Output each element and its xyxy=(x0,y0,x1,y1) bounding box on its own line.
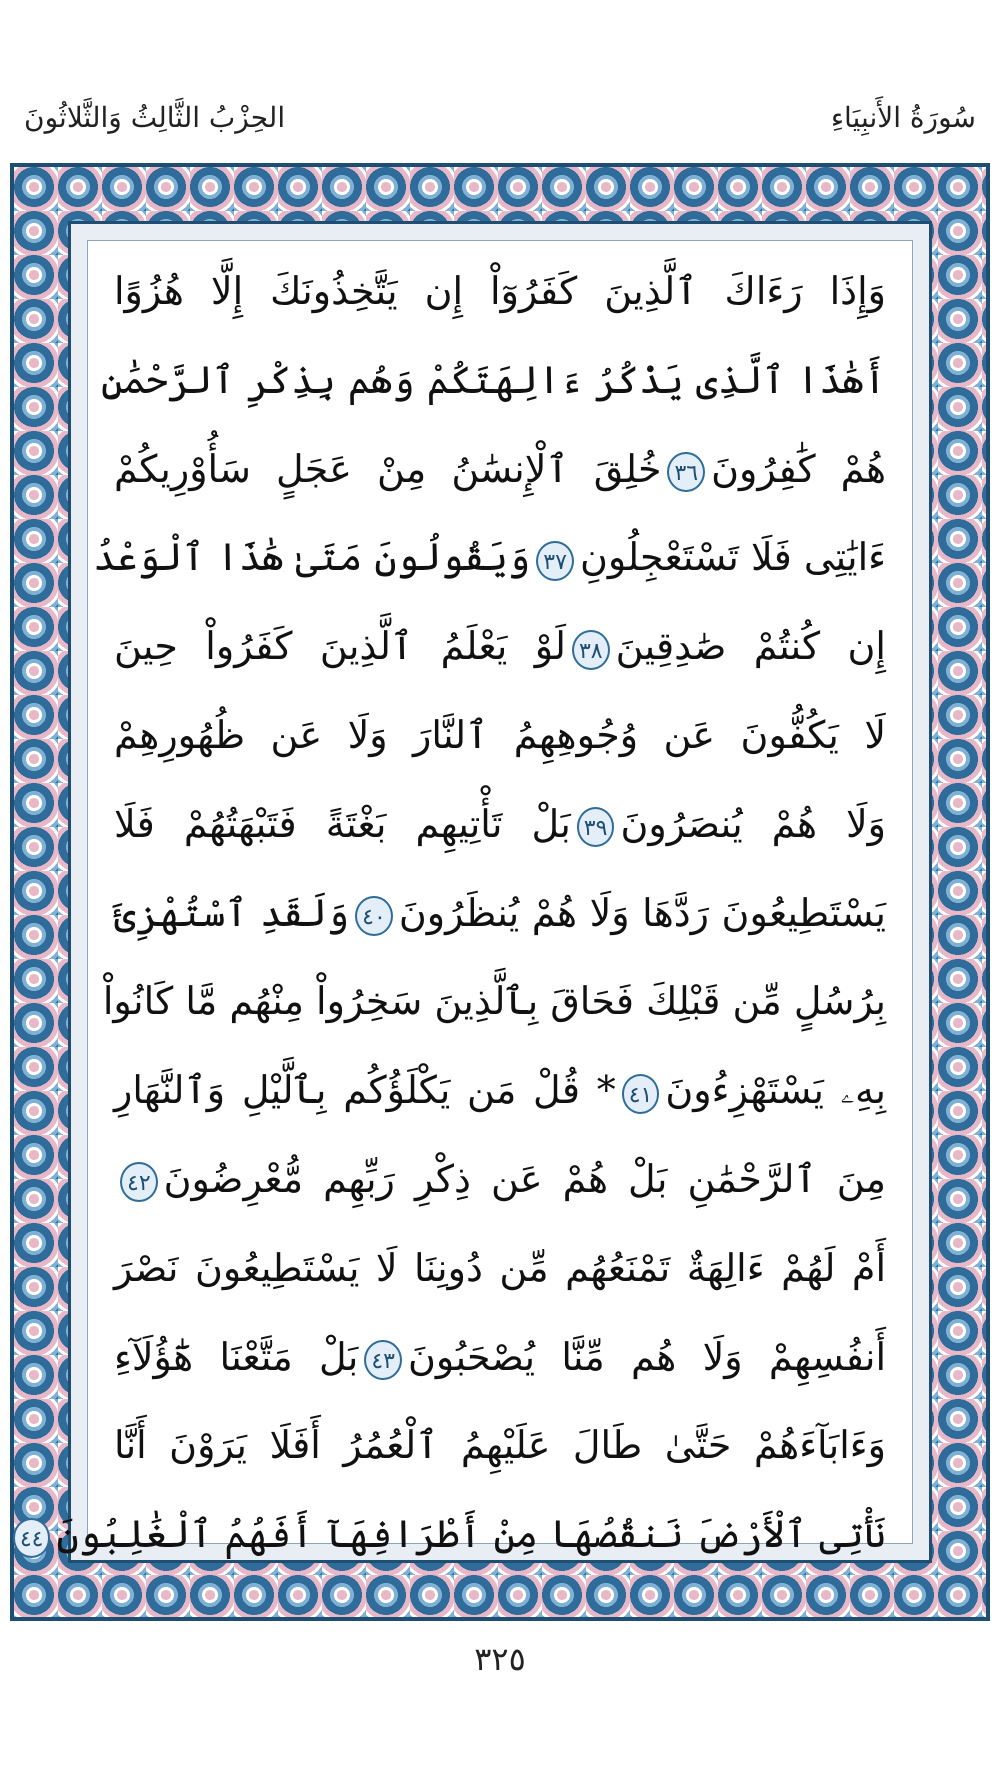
verse-line xyxy=(101,336,886,425)
verse-line xyxy=(114,780,886,869)
quran-text-panel xyxy=(19,240,913,1557)
verse-line xyxy=(114,691,886,780)
verse-line xyxy=(114,869,886,958)
verse-text: يَسْتَطِيعُونَ رَدَّهَا وَلَا هُمْ يُنظَرُونَ xyxy=(398,890,886,935)
ayah-number-marker: ٤٠ xyxy=(355,896,393,936)
verse-line xyxy=(102,957,886,1046)
verse-text: * قُلْ مَن يَكْلَؤُكُم بِٱلَّيْلِ وَٱلنَّهَارِ xyxy=(114,1068,616,1113)
verse-text: أَنفُسِهِمْ وَلَا هُم مِّنَّا يُصْحَبُونَ xyxy=(407,1334,886,1379)
verse-text: ءَايَٰتِى فَلَا تَسْتَعْجِلُونِ xyxy=(579,535,886,580)
verse-line xyxy=(19,1490,886,1579)
verse-text: وَيَقُولُونَ مَتَىٰ هَٰذَا ٱلْوَعْدُ xyxy=(93,535,531,580)
ayah-number-marker: ٤٣ xyxy=(364,1340,402,1380)
inner-border xyxy=(19,221,932,1563)
verse-text: بِهِۦ يَسْتَهْزِءُونَ xyxy=(665,1068,886,1113)
verse-line xyxy=(114,1401,886,1490)
verse-text: بَلْ مَتَّعْنَا هَٰٓؤُلَآءِ xyxy=(114,1334,359,1379)
ayah-number-marker: ٤٤ xyxy=(13,1518,51,1558)
ayah-number-marker: ٣٩ xyxy=(577,807,615,847)
verse-text: وَلَا هُمْ يُنصَرُونَ xyxy=(620,801,886,846)
ayah-number-marker: ٣٨ xyxy=(572,630,610,670)
ayah-number-marker: ٣٦ xyxy=(667,452,705,492)
verse-text: وَلَقَدِ ٱسْتُهْزِئَ xyxy=(114,890,350,935)
verse-line xyxy=(114,602,886,691)
verse-text: بِرُسُلٍ مِّن قَبْلِكَ فَحَاقَ بِٱلَّذِينَ سَخِرُواْ مِنْهُم مَّا كَانُواْ xyxy=(102,979,886,1024)
verse-text: مِنَ ٱلرَّحْمَٰنِ بَلْ هُمْ عَن ذِكْرِ رَبِّهِم مُّعْرِضُونَ xyxy=(163,1156,886,1201)
ayah-number-marker: ٤١ xyxy=(622,1074,660,1114)
verse-text: إِن كُنتُمْ صَٰدِقِينَ xyxy=(615,624,886,669)
verse-text: هُمْ كَٰفِرُونَ xyxy=(711,446,886,491)
verse-text: خُلِقَ ٱلْإِنسَٰنُ مِنْ عَجَلٍ سَأُوْرِيكُمْ xyxy=(114,446,662,491)
verse-text: نَأْتِى ٱلْأَرْضَ نَنقُصُهَا مِنْ أَطْرَافِهَآ أَفَهُمُ ٱلْغَٰلِبُونَ xyxy=(56,1512,886,1557)
page-header xyxy=(24,96,976,140)
verse-text: لَا يَكُفُّونَ عَن وُجُوهِهِمُ ٱلنَّارَ وَلَا عَن ظُهُورِهِمْ xyxy=(114,712,886,757)
verse-text: بَلْ تَأْتِيهِم بَغْتَةً فَتَبْهَتُهُمْ فَلَا xyxy=(114,801,571,846)
verse-lines xyxy=(19,247,912,1579)
verse-text: أَهَٰذَا ٱلَّذِى يَذْكُرُ ءَالِهَتَكُمْ وَهُم بِذِكْرِ ٱلرَّحْمَٰنِ xyxy=(101,357,886,402)
verse-text: وَءَابَآءَهُمْ حَتَّىٰ طَالَ عَلَيْهِمُ ٱلْعُمُرُ أَفَلَا يَرَوْنَ أَنَّا xyxy=(114,1423,886,1468)
ayah-number-marker: ٣٧ xyxy=(536,541,574,581)
page-number: ٣٢٥ xyxy=(474,1640,526,1678)
verse-line xyxy=(114,1313,886,1402)
verse-text: وَإِذَا رَءَاكَ ٱلَّذِينَ كَفَرُوٓاْ إِن يَتَّخِذُونَكَ إِلَّا هُزُوًا xyxy=(114,269,886,313)
ornamental-border xyxy=(10,163,990,1621)
verse-text: لَوْ يَعْلَمُ ٱلَّذِينَ كَفَرُواْ حِينَ xyxy=(114,624,566,669)
verse-line xyxy=(114,247,886,336)
verse-line xyxy=(114,1046,886,1135)
surah-name: سُورَةُ الأَنبِيَاءِ xyxy=(830,101,976,134)
verse-line xyxy=(114,1224,886,1313)
ayah-number-marker: ٤٢ xyxy=(120,1162,158,1202)
verse-text: أَمْ لَهُمْ ءَالِهَةٌ تَمْنَعُهُم مِّن دُونِنَا لَا يَسْتَطِيعُونَ نَصْرَ xyxy=(114,1245,886,1290)
verse-line xyxy=(114,425,886,514)
verse-line xyxy=(93,513,886,602)
hizb-label: الحِزْبُ الثَّالِثُ وَالثَّلاثُونَ xyxy=(24,101,286,134)
verse-line xyxy=(114,1135,886,1224)
